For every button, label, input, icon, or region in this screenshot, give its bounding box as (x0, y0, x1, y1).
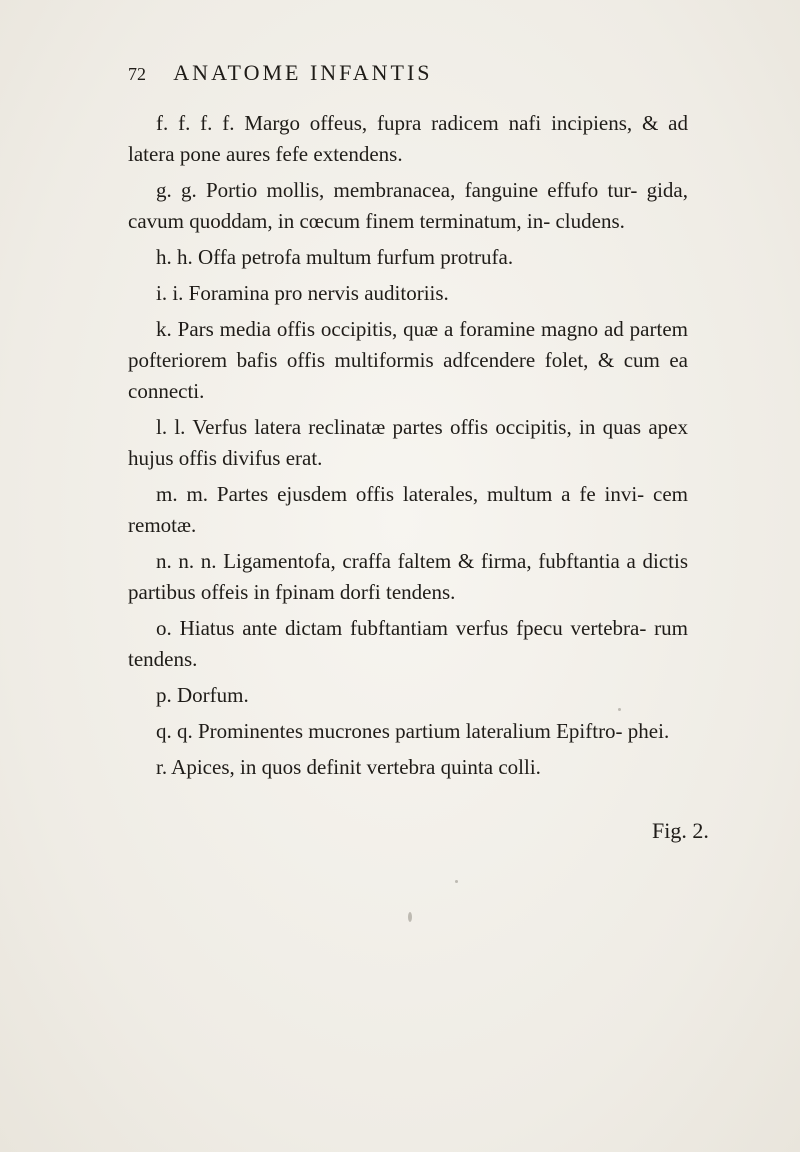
legend-entry-f: f. f. f. f. Margo offeus, fupra radicem nafi incipiens, & ad latera pone aures fefe extendens. (128, 111, 688, 166)
legend-entry-p: p. Dorfum. (156, 683, 249, 707)
paper-speck (408, 912, 412, 922)
legend-entry-g: g. g. Portio mollis, membranacea, fanguine effufo tur- gida, cavum quoddam, in cœcum finem terminatum, in- cludens. (128, 178, 688, 233)
legend-entry-q: q. q. Prominentes mucrones partium lateralium Epiftro- phei. (156, 719, 670, 743)
paper-speck (455, 880, 458, 883)
running-header (128, 60, 688, 86)
legend-entry-k: k. Pars media offis occipitis, quæ a foramine magno ad partem pofteriorem bafis offis multiformis adfcendere folet, & cum ea connecti. (128, 317, 688, 403)
legend-entry-i: i. i. Foramina pro nervis auditoriis. (156, 281, 449, 305)
page-number: 72 (128, 64, 146, 84)
figure-label: Fig. 2. (652, 818, 709, 843)
legend-entry-l: l. l. Verfus latera reclinatæ partes offis occipitis, in quas apex hujus offis divifus erat. (128, 415, 688, 470)
paper-speck (618, 708, 621, 711)
legend-text (128, 108, 688, 788)
legend-entry-n: n. n. n. Ligamentofa, craffa faltem & firma, fubftantia a dictis partibus offeis in fpinam dorfi tendens. (128, 549, 688, 604)
legend-entry-h: h. h. Offa petrofa multum furfum protrufa. (156, 245, 514, 269)
legend-entry-m: m. m. Partes ejusdem offis laterales, multum a fe invi- cem remotæ. (128, 482, 688, 537)
legend-entry-o: o. Hiatus ante dictam fubftantiam verfus fpecu vertebra- rum tendens. (128, 616, 688, 671)
legend-entry-r: r. Apices, in quos definit vertebra quinta colli. (156, 755, 541, 779)
running-title: ANATOME INFANTIS (173, 60, 433, 85)
